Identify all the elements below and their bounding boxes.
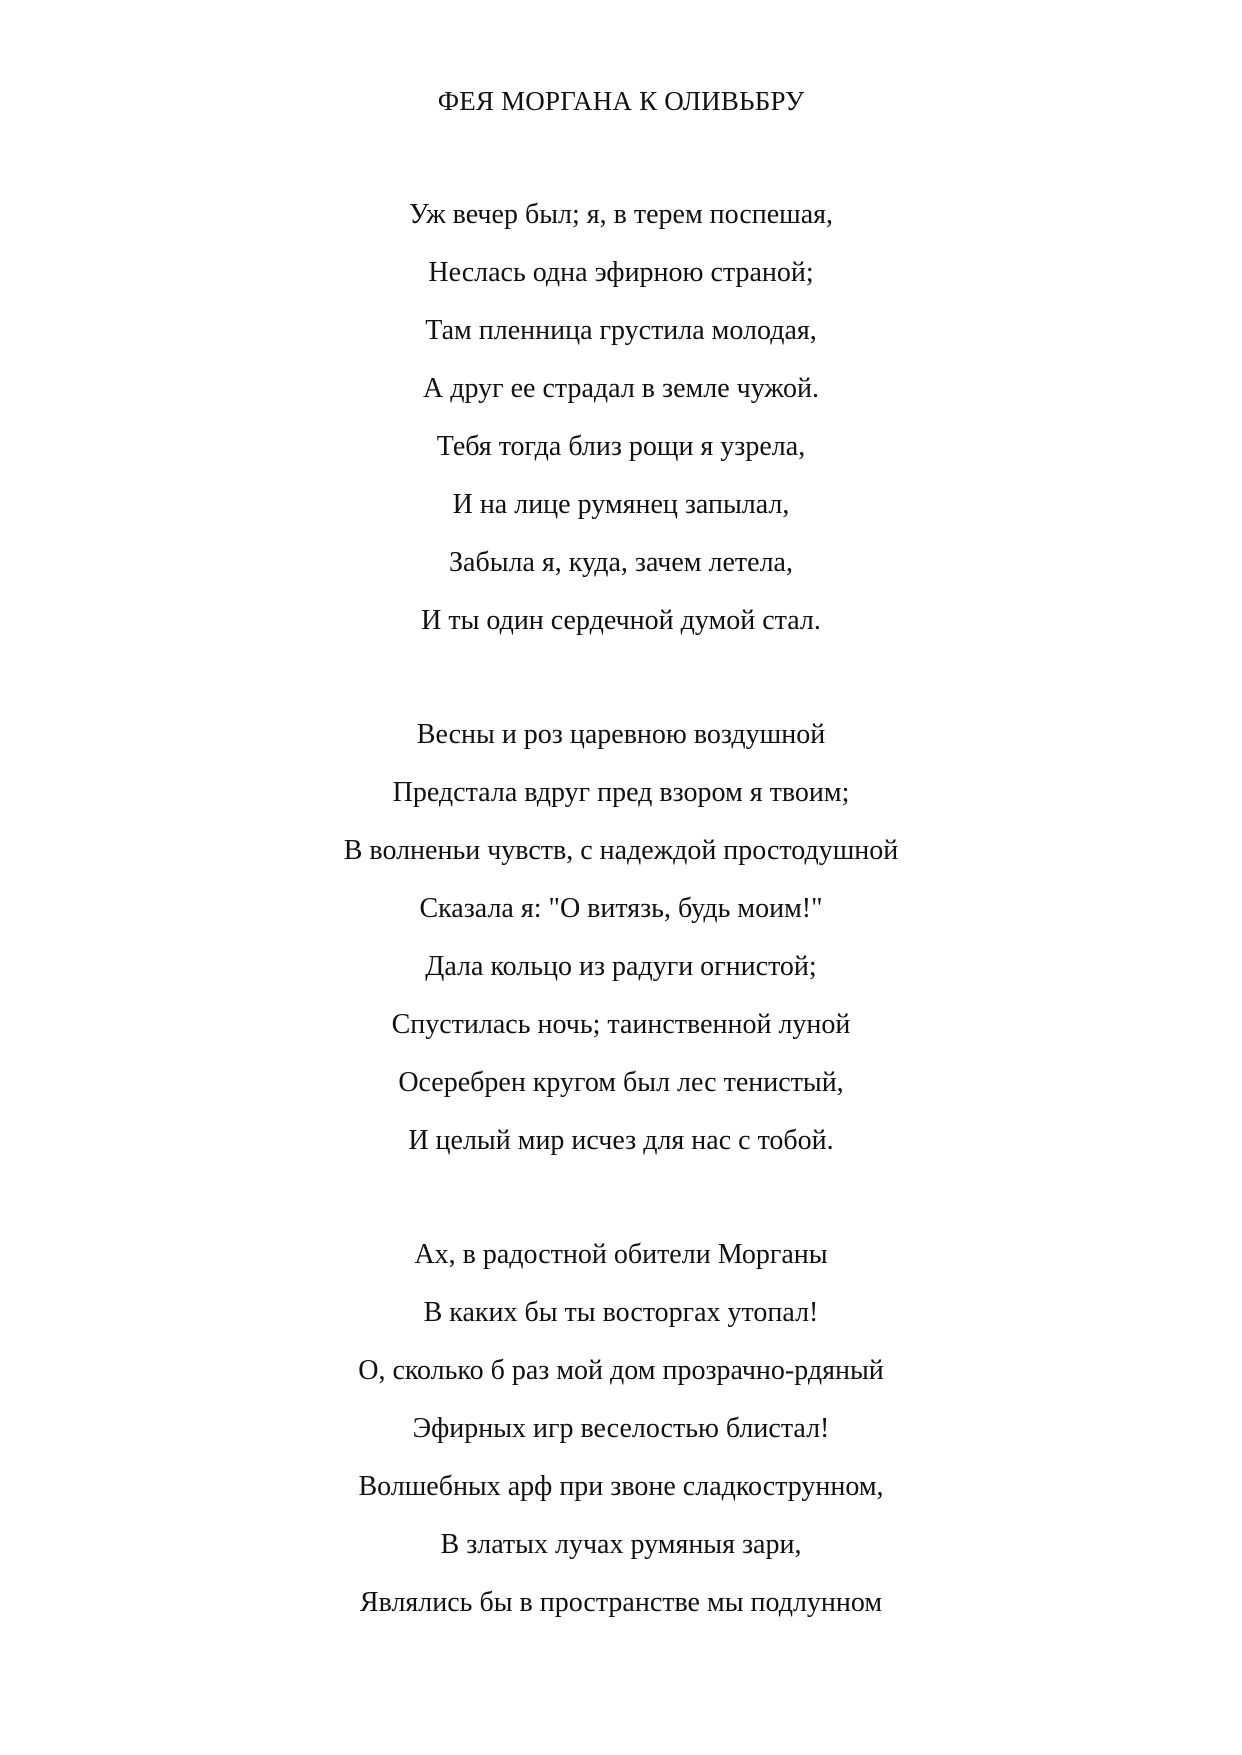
poem-line: Являлись бы в пространстве мы подлунном xyxy=(359,1587,883,1618)
poem-line: Сказала я: "О витязь, будь моим!" xyxy=(419,893,823,924)
poem-line: Тебя тогда близ рощи я узрела, xyxy=(436,431,806,462)
poem-line: И целый мир исчез для нас с тобой. xyxy=(408,1125,834,1156)
poem-line: Неслась одна эфирною страной; xyxy=(428,257,814,288)
poem-line: И ты один сердечной думой стал. xyxy=(421,605,821,636)
poem-line: Спустилась ночь; таинственной луной xyxy=(391,1009,851,1040)
poem-line: В златых лучах румяныя зари, xyxy=(440,1529,802,1560)
poem-line: Уж вечер был; я, в терем поспешая, xyxy=(408,199,834,230)
poem-line: Дала кольцо из радуги огнистой; xyxy=(425,951,817,982)
poem-line: И на лице румянец запылал, xyxy=(452,489,790,520)
poem-line: Забыла я, куда, зачем летела, xyxy=(449,547,793,578)
stanza-1 xyxy=(0,196,1242,660)
poem-line: А друг ее страдал в земле чужой. xyxy=(423,373,819,404)
poem-line: Эфирных игр веселостью блистал! xyxy=(412,1413,830,1444)
poem-line: Волшебных арф при звоне сладкострунном, xyxy=(358,1471,884,1502)
poem-line: Там пленница грустила молодая, xyxy=(425,315,817,346)
poem-line: Предстала вдруг пред взором я твоим; xyxy=(392,777,850,808)
poem-title: ФЕЯ МОРГАНА К ОЛИВЬБРУ xyxy=(437,86,805,116)
stanza-3 xyxy=(0,1236,1242,1642)
poem-line: В каких бы ты восторгах утопал! xyxy=(423,1297,819,1328)
poem-line: В волненьи чувств, с надеждой простодушной xyxy=(343,835,899,866)
poem-line: Осеребрен кругом был лес тенистый, xyxy=(398,1067,844,1098)
poem-line: О, сколько б раз мой дом прозрачно-рдяный xyxy=(358,1355,884,1386)
poem-line: Ах, в радостной обители Морганы xyxy=(414,1239,828,1270)
stanza-2 xyxy=(0,716,1242,1180)
poem-line: Весны и роз царевною воздушной xyxy=(416,719,826,750)
